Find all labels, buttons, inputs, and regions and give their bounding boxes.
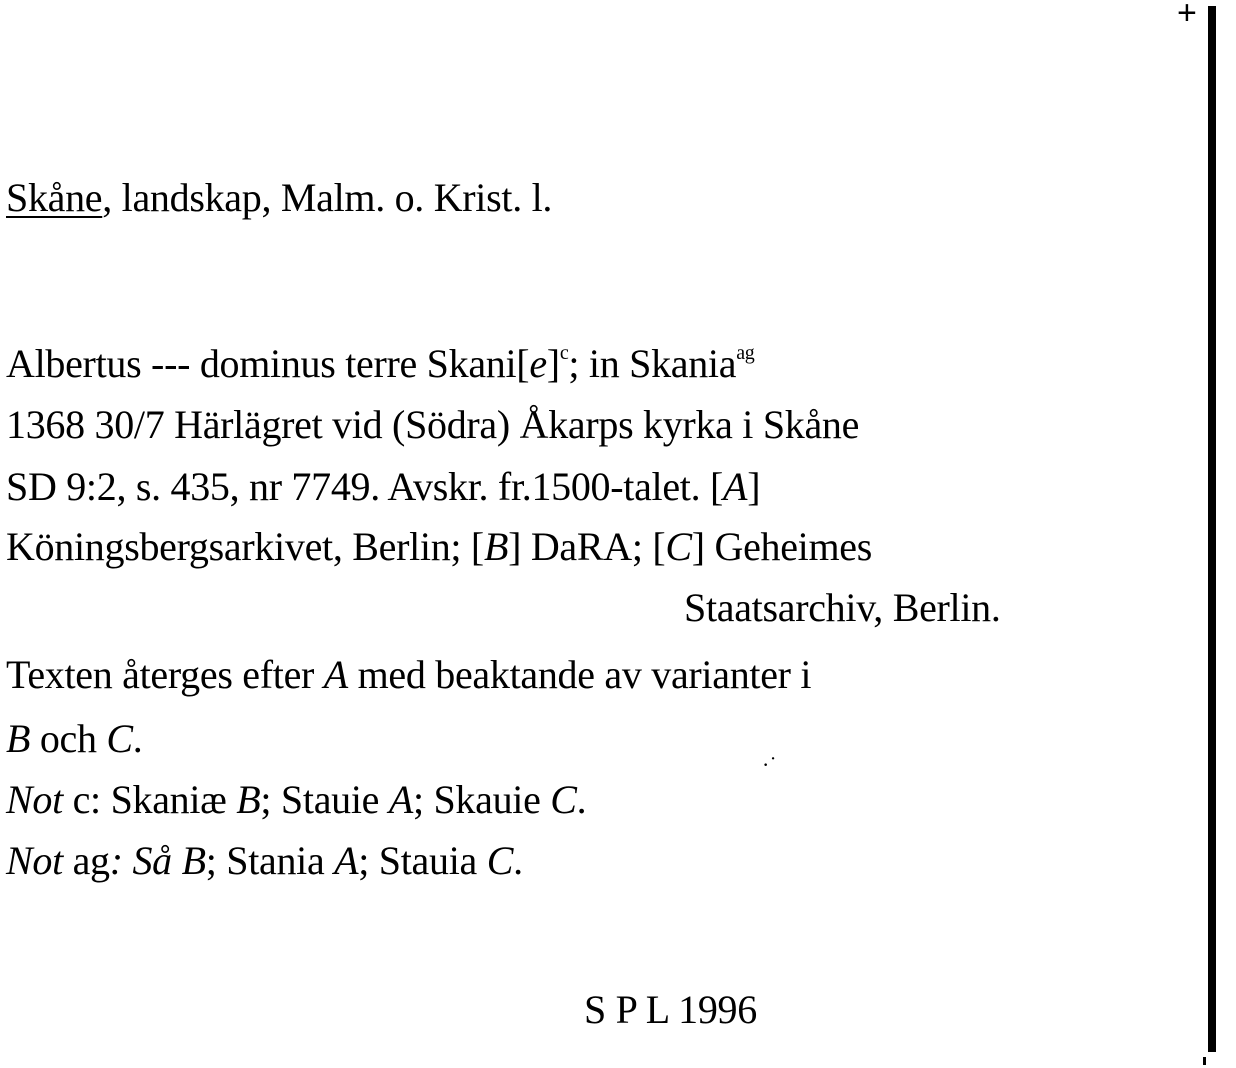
note-text: med beaktande av varianter i [347, 652, 812, 697]
note-text: ; Stauie [260, 777, 389, 822]
entry-text: Albertus --- dominus terre Skani[ [6, 341, 530, 386]
footnote-marker: c [559, 342, 569, 364]
note-text: ; Stania [205, 838, 335, 883]
note-text: och [30, 716, 107, 761]
margin-bar [1208, 6, 1216, 1052]
signature: S P L 1996 [584, 987, 757, 1032]
note-text-italic: A [334, 838, 359, 883]
note-text-italic: C [550, 777, 577, 822]
note-label: Not [6, 838, 63, 883]
note-text: Texten återges efter [6, 652, 324, 697]
place-description: , landskap, Malm. o. Krist. l. [102, 175, 553, 220]
entry-text: ] [747, 464, 761, 509]
entry-text-italic: e [529, 341, 547, 386]
note-ag [6, 837, 523, 885]
footnote-marker: ag [736, 342, 755, 364]
entry-text: ] Geheimes [691, 524, 873, 569]
note-text: . [513, 838, 523, 883]
entry-text: ; in Skania [568, 341, 737, 386]
entry-text: ] [546, 341, 560, 386]
entry-line-5: Staatsarchiv, Berlin. [684, 585, 1001, 630]
heading-line [6, 174, 552, 222]
note-text-italic: C [486, 838, 514, 883]
note-text: . [576, 777, 587, 822]
note-text: . [132, 716, 143, 761]
notes-line-2 [6, 715, 143, 763]
note-text-italic: B [236, 777, 261, 822]
entry-line-3 [6, 463, 760, 511]
note-text-italic: A [323, 652, 348, 697]
note-text-italic: C [106, 716, 133, 761]
note-text: ; Skauie [412, 777, 551, 822]
entry-line-4 [6, 523, 872, 571]
entry-text: SD 9:2, s. 435, nr 7749. Avskr. fr.1500-talet. [ [6, 464, 724, 509]
entry-text: ] DaRA; [ [508, 524, 666, 569]
note-c [6, 776, 586, 824]
entry-text: Köningsbergsarkivet, Berlin; [ [6, 524, 484, 569]
note-text: c: Skaniæ [62, 777, 237, 822]
scan-speck: ·˙ [762, 752, 777, 777]
entry-line-2: 1368 30/7 Härlägret vid (Södra) Åkarps kyrka i Skåne [6, 402, 860, 447]
entry-text-italic: C [665, 524, 692, 569]
note-text: ag [62, 838, 110, 883]
entry-text-italic: A [723, 464, 748, 509]
plus-icon: + [1177, 0, 1197, 32]
notes-line-1 [6, 651, 811, 699]
note-text-italic: B [6, 716, 31, 761]
note-text-italic: A [388, 777, 413, 822]
note-text: ; Stauia [358, 838, 487, 883]
entry-text-italic: B [483, 524, 509, 569]
entry-line-1 [6, 340, 754, 388]
margin-bar-tick [1203, 1057, 1206, 1065]
note-text-italic: : Så B [109, 838, 206, 883]
note-label: Not [6, 777, 63, 822]
place-name: Skåne [6, 175, 103, 220]
